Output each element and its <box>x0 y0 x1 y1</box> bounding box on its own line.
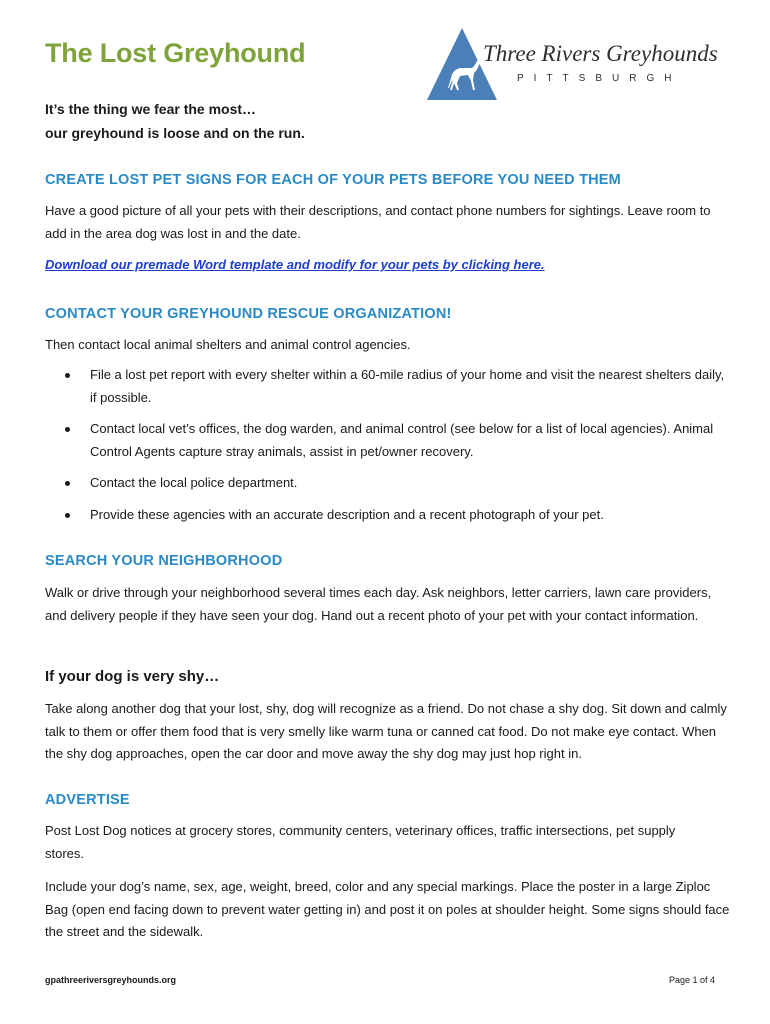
intro-line-2: our greyhound is loose and on the run. <box>45 125 305 141</box>
shy-body: Take along another dog that your lost, shy, dog will recognize as a friend. Do not chase a shy dog. Sit down and calmly talk to them or offer them food that is very smelly like warm tuna or canned cat food. Do not make eye contact. When the shy dog approaches, open the car door and move away the shy dog may just hop right in. <box>45 701 727 761</box>
bullet-icon <box>65 513 70 518</box>
logo-city: PITTSBURGH <box>517 73 682 84</box>
footer-website: gpathreeriversgreyhounds.org <box>45 975 177 985</box>
bullet-icon <box>65 373 70 378</box>
list-item: Provide these agencies with an accurate description and a recent photograph of your pet. <box>45 504 725 527</box>
list-item: Contact the local police department. <box>45 472 725 495</box>
list-item: Contact local vet’s offices, the dog warden, and animal control (see below for a list of local agencies). Animal Control Agents capture stray animals, assist in pet/owner recovery. <box>45 418 725 463</box>
heading-create-signs: CREATE LOST PET SIGNS FOR EACH OF YOUR PETS BEFORE YOU NEED THEM <box>45 172 621 188</box>
logo-name: Three Rivers Greyhounds <box>483 41 718 66</box>
bullet-icon <box>65 481 70 486</box>
intro-line-1: It’s the thing we fear the most… <box>45 101 257 117</box>
contact-body: Then contact local animal shelters and animal control agencies. <box>45 337 411 352</box>
signs-body: Have a good picture of all your pets with their descriptions, and contact phone numbers for sightings. Leave room to add in the area dog was lost in and the date. <box>45 203 711 241</box>
heading-contact-rescue: CONTACT YOUR GREYHOUND RESCUE ORGANIZATION! <box>45 306 452 322</box>
advertise-body-2: Include your dog’s name, sex, age, weight, breed, color and any special markings. Place the poster in a large Ziploc Bag (open end facing down to prevent water getting in) and post it on poles at shoulder height. Some signs should face the street and the sidewalk. <box>45 879 730 939</box>
contact-bullet-list <box>45 364 725 535</box>
advertise-body-1: Post Lost Dog notices at grocery stores, community centers, veterinary offices, traffic intersections, pet supply stores. <box>45 823 676 861</box>
download-template-link[interactable]: Download our premade Word template and modify for your pets by clicking here. <box>45 257 545 272</box>
heading-advertise: ADVERTISE <box>45 792 130 808</box>
bullet-icon <box>65 427 70 432</box>
page-title: The Lost Greyhound <box>45 38 306 68</box>
heading-shy-dog: If your dog is very shy… <box>45 668 220 685</box>
intro <box>45 97 305 145</box>
footer-page-number: Page 1 of 4 <box>668 975 715 985</box>
heading-search-neighborhood: SEARCH YOUR NEIGHBORHOOD <box>45 553 283 569</box>
search-body: Walk or drive through your neighborhood several times each day. Ask neighbors, letter carriers, lawn care providers, and delivery people if they have seen your dog. Hand out a recent photo of your pet with your contact information. <box>45 585 712 623</box>
organization-logo <box>426 28 736 102</box>
list-item: File a lost pet report with every shelter within a 60-mile radius of your home and visit the nearest shelters daily, if possible. <box>45 364 725 409</box>
